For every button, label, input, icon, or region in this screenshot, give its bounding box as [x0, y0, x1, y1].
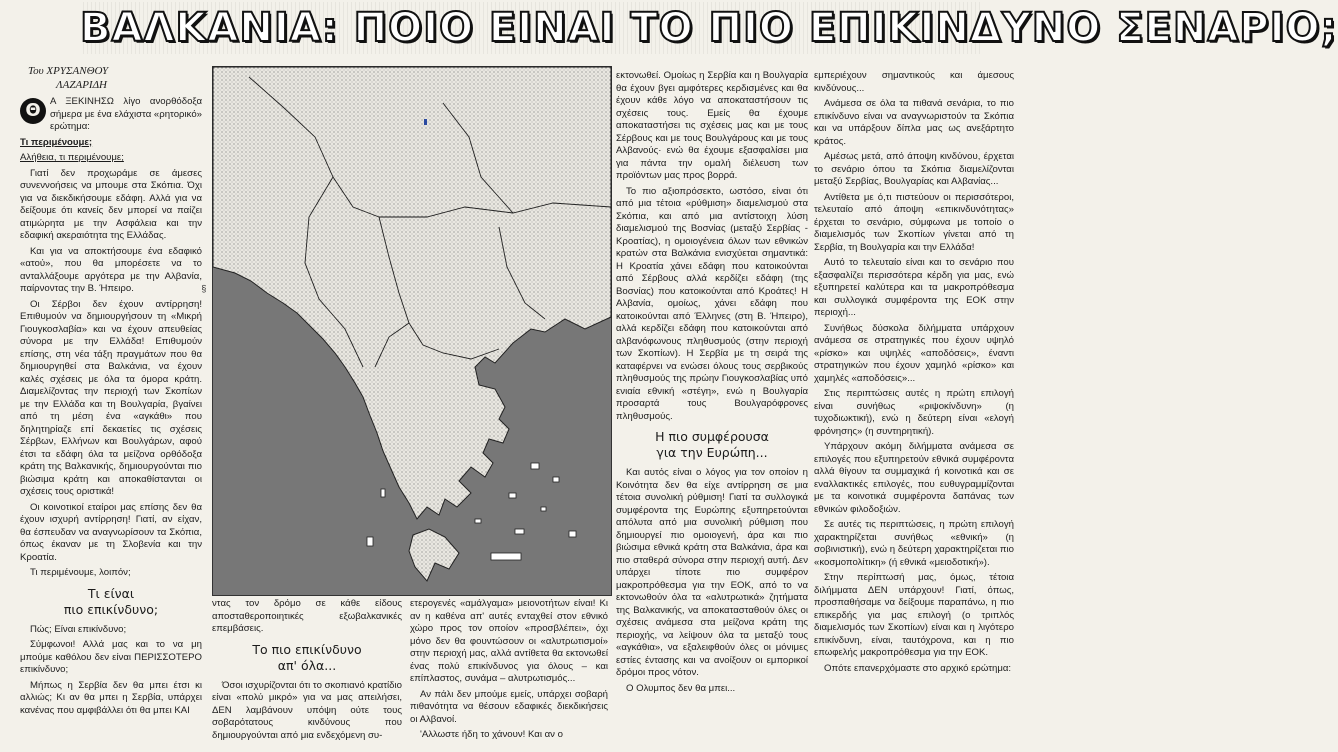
- col1-paragraph-10: Σύμφωνοι! Αλλά μας και το να μη μπούμε καθόλου δεν είναι ΠΕΡΙΣΣΟΤΕΡΟ επικίνδυνο;: [20, 639, 202, 675]
- col3-subhead-line2: για την Ευρώπη...: [656, 445, 768, 460]
- balkans-map: [212, 66, 612, 596]
- col4-paragraph-7: Στις περιπτώσεις αυτές η πρώτη επιλογή είναι συνήθως «ριψοκίνδυνη» (η τυχοδιωκτική), ενώ η δεύτερη είναι «ελογή φρόνησης» (η συντηρητική).: [814, 388, 1014, 437]
- column-3: [616, 70, 808, 752]
- col4-paragraph-3: Αμέσως μετά, από άποψη κινδύνου, έρχεται το σενάριο όπου τα Σκόπια διαμελίζονται μεταξύ Σερβίας, Βουλγαρίας και Αλβανίας...: [814, 151, 1014, 187]
- balkans-map-svg: [213, 67, 611, 595]
- col1-paragraph-9: Πώς; Είναι επικίνδυνο;: [30, 623, 127, 635]
- col1-paragraph-1: Α ΞΕΚΙΝΗΣΩ λίγο ανορθόδοξα σήμερα με ένα ελάχιστα «ρητορικό» ερώτημα:: [50, 96, 202, 132]
- col1-paragraph-7: Οι κοινοτικοί εταίροι μας επίσης δεν θα έχουν ισχυρή αντίρρηση! Γιατί, αν είχαν, θα έσπευδαν να αναγνωρίσουν τα Σκόπια, όπως έκαναν με τη Σλοβενία και την Κροατία.: [20, 501, 202, 563]
- byline-line1: Του ΧΡΥΣΑΝΘΟΥ: [28, 65, 109, 77]
- col2-paragraph-2: Όσοι ισχυρίζονται ότι το σκοπιανό κρατίδιο είναι «πολύ μικρό» για να μας απειλήσει, ΔΕΝ λαμβάνουν υπόψη ούτε τους σοβαρότατους κινδύνους που δημιουργούνται από μια ενδεχόμενη συ-: [212, 679, 402, 741]
- col1-paragraph-3: Αλήθεια, τι περιμένουμε;: [20, 152, 124, 163]
- col3b-paragraph-3: 'Αλλωστε ήδη το χάνουν! Και αν ο: [420, 729, 563, 740]
- col1-paragraph-4: Γιατί δεν προχωράμε σε άμεσες συνεννοήσεις να μπουμε στα Σκόπια. Όχι για να διεκδικήσουμε εδάφη. Αλλά για να δείξουμε ότι κανείς δεν μπορεί να παίζει ατιμώρητα με την Ασφάλεια και την εδαφική ακεραιότητα της Ελλάδας.: [20, 167, 202, 241]
- col3-subhead: [616, 429, 808, 461]
- col4-paragraph-5: Αυτό το τελευταίο είναι και το σενάριο που εξασφαλίζει περισσότερα κέρδη για μας, ενώ εξυπηρετεί καλύτερα και τα μακροπρόθεσμα και συλλογικά συμφέροντα της ΕΟΚ στην περιοχή...: [814, 257, 1014, 318]
- col1-paragraph-11: Μήπως η Σερβία δεν θα μπει έτσι κι αλλιώς; Κι αν θα μπει η Σερβία, υπάρχει κανένας που αμφιβάλλει ότι θα μπει ΚΑΙ: [20, 679, 202, 716]
- column-2-bottom: [212, 598, 402, 752]
- col1-paragraph-2: Τι περιμένουμε;: [20, 136, 93, 148]
- col4-paragraph-11: Οπότε επανερχόμαστε στο αρχικό ερώτημα:: [824, 662, 1012, 674]
- col1-subhead-line2: πιο επικίνδυνο;: [63, 601, 159, 617]
- col4-paragraph-1: εμπεριέχουν σημαντικούς και άμεσους κινδύνους...: [814, 70, 1014, 94]
- col1-paragraph-6: Οι Σέρβοι δεν έχουν αντίρρηση! Επιθυμούν να δημιουργήσουν τη «Μικρή Γιουγκοσλαβία» και να έχουν απευθείας σύνορα με την Ελλάδα! Επιθυμούν επίσης, στη νέα τάξη πραγμάτων που θα δημιουργηθεί στα Βαλκάνια, να έχουν καλές σχέσεις με όλα τα όμορα κράτη. Διαμελίζοντας την περιοχή των Σκοπίων με την Ελλάδα και τη Βουλγαρία, βγαίνει από τη μέση ένα «αγκάθι» που δηλητηρίαζε επί δεκαετίες τις σχέσεις Σέρβων, Ελλήνων και Βουλγάρων, αφού έτσι τα εδάφη όλα τα μείζονα ορθόδοξα κράτη της Βαλκανικής, δημιουργούνται πιο βιώσιμα κράτη και αποκαθίστανται οι σχέσεις τους οριστικά!: [20, 298, 202, 497]
- column-1: [20, 96, 202, 752]
- col2-subhead-line2: απ' όλα...: [277, 657, 337, 673]
- col1-subhead-line1: Τι είναι: [87, 585, 135, 601]
- map-side-mark: §: [199, 284, 209, 294]
- column-3-bottom: [410, 598, 608, 752]
- col3b-paragraph-2: Αν πάλι δεν μπούμε εμείς, υπάρχει σοβαρή πιθανότητα να θέσουν εδαφικές διεκδικήσεις οι Αλβανοί.: [410, 688, 608, 725]
- col4-paragraph-6: Συνήθως δύσκολα διλήμματα υπάρχουν ανάμεσα σε στρατηγικές που έχουν υψηλό «ρίσκο» και υψηλές «αποδόσεις», έναντι στρατηγικών που έχουν χαμηλό «ρίσκο» και χαμηλές «αποδόσεις»...: [814, 322, 1014, 384]
- col2-subhead: [212, 642, 402, 674]
- col3-paragraph-3: Και αυτός είναι ο λόγος για τον οποίον η Κοινότητα δεν θα είχε αντίρρηση σε μια τέτοια συνολική ρύθμιση! Γιατί τα συλλογικά συμφέροντα της Ευρώπης εξυπηρετούνται απόλυτα από μια συνολική ρύθμιση που δημιουργεί πιο ομοιογενή, άρα και πιο βιώσιμα εθνικά κράτη στα Βαλκάνια, άρα και πιο σταθερά σύνορα στην περιοχή αυτή. Δεν υπάρχει τίποτε πιο συμφέρον μακροπρόθεσμα για την ΕΟΚ, από το να εκτονωθούν όλα τα «αλυτρωτικά» ζητήματα της Βαλκανικής, να αποκατασταθούν όλες οι σχέσεις ανάμεσα στα μείζονα κράτη της περιοχής, να λείψουν όλα τα μεταξύ τους «αγκάθια», να εξαλειφθούν όλες οι μόνιμες εστίες έντασης και να ανοίξουν οι εμπορικοί δρόμοι προς νότον.: [616, 467, 808, 678]
- col3-subhead-line1: Η πιο συμφέρουσα: [655, 429, 769, 444]
- col3-paragraph-1: εκτονωθεί. Ομοίως η Σερβία και η Βουλγαρία θα έχουν βγει αμφότερες κερδισμένες και θα έχουν κάθε λόγο να αποκαταστήσουν τις σχέσεις τους. Εμείς θα έχουμε αποκαταστήσει τις σχέσεις μας και με τους Σέρβους και με τους Βουλγάρους και με τους Αλβανούς· ενώ θα έχουμε εξασφαλίσει μια για πάντα την ομαλή διέλευση των προϊόντων μας προς βορρά.: [616, 70, 808, 181]
- col3-paragraph-4: Ο Ολυμπος δεν θα μπει...: [626, 682, 736, 694]
- col4-paragraph-2: Ανάμεσα σε όλα τα πιθανά σενάρια, το πιο επικίνδυνο είναι να αναγνωριστούν τα Σκόπια και να υπάρξουν δίπλα μας ως ανεξάρτητο κράτος.: [814, 98, 1014, 147]
- col2-subhead-line1: Το πιο επικίνδυνο: [252, 641, 362, 657]
- col3b-paragraph-1: ετερογενές «αμάλγαμα» μειονοτήτων είναι! Κι αν η καθένα απ' αυτές ενταχθεί στον εθνικό χώρο προς τον οποίον «προσβλέπει», όχι μόνο δεν θα φουντώσουν οι «αλυτρωτισμοί» στην περιοχή μας, αλλά αντίθετα θα εκτονωθεί ένας πολύ επικίνδυνος για όλους – και επίπλαστος, συνάμα – αλυτρωτισμός...: [410, 598, 608, 684]
- byline-line2: ΛΑΖΑΡΙΔΗ: [56, 79, 107, 91]
- drop-cap: Θ: [20, 98, 46, 124]
- col4-paragraph-4: Αντίθετα με ό,τι πιστεύουν οι περισσότεροι, τελευταίο από άποψη «επικινδυνότητας» έρχεται το σενάριο, σύμφωνα με τοποίο ο διαμελισμός των Σκοπίων γίνεται από τη Σερβία, τη Βουλγαρία και την Ελλάδα!: [814, 191, 1014, 253]
- col3-paragraph-2: Το πιο αξιοπρόσεκτο, ωστόσο, είναι ότι από μια τέτοια «ρύθμιση» διαμελισμού στα Σκόπια, και από μια αντίστοιχη λύση διαμελισμού της Βοσνίας (μεταξύ Σερβίας - Κροατίας), η ομοιογένεια όλων των εθνικών κρατών στα Βαλκάνια ενισχύεται σημαντικά: Η Κροατία χάνει εδάφη που κατοικούνται από Σέρβους αλλά κερδίζει εδάφη (της Βοσνίας) που κατοικούνται από Κροάτες! Η Αλβανία, ομοίως, χάνει εδάφη που κατοικούνται από Έλληνες (στη Β. Ήπειρο), αλλά κερδίζει εδάφη που κατοικούνται από αλβανόφωνους πληθυσμούς (στην περιοχή των Σκοπίων). Η Σερβία με τη σειρά της καταφέρνει να ενώσει όλους τους σερβικούς πληθυσμούς της πρώην Γιουγκοσλαβίας υπό ενιαία εθνική «στέγη», ενώ η Βουλγαρία προσαρτά τους Βουλγαρόφρονες πληθυσμούς.: [616, 185, 808, 422]
- column-4: [814, 70, 1014, 752]
- col2-paragraph-1: ντας τον δρόμο σε κάθε είδους αποσταθεροποιητικές εξωβαλκανικές επεμβάσεις.: [212, 598, 402, 634]
- col4-paragraph-10: Στην περίπτωσή μας, όμως, τέτοια διλήμματα ΔΕΝ υπάρχουν! Γιατί, όπως, προσπαθήσαμε να δείξουμε παραπάνω, η πιο επικερδής για μας επιλογή (ο τριπλός διαμελισμός των Σκοπίων) είναι και η λιγότερο επικίνδυνη, είναι, ταυτόχρονα, και η πιο επωφελής μακροπρόθεσμα για την ΕΟΚ.: [814, 572, 1014, 658]
- col1-paragraph-5: Και για να αποκτήσουμε ένα εδαφικό «ατού», που θα μπορέσετε να το ανταλλάξουμε αργότερα με την Αλβανία, παίρνοντας την Β. Ήπειρο.: [20, 245, 202, 294]
- byline: [28, 64, 208, 92]
- map-marker: [424, 119, 427, 125]
- col4-paragraph-8: Υπάρχουν ακόμη διλήμματα ανάμεσα σε επιλογές που εξυπηρετούν εθνικά συμφέροντα αλλά θίγουν τα συμμαχικά ή κοινοτικά και σε εναλλακτικές επιλογές, που ευθυγραμμίζονται με τα κοινοτικά συμφέροντα δαπάνας των εθνικών φιλοδοξιών.: [814, 441, 1014, 515]
- col1-paragraph-8: Τι περιμένουμε, λοιπόν;: [30, 567, 131, 578]
- col1-subhead: [20, 586, 202, 618]
- headline: ΒΑΛΚΑΝΙΑ: ΠΟΙΟ ΕΙΝΑΙ ΤΟ ΠΙΟ ΕΠΙΚΙΝΔΥΝΟ ΣΕΝΑΡΙΟ;: [80, 2, 980, 54]
- col4-paragraph-9: Σε αυτές τις περιπτώσεις, η πρώτη επιλογή χαρακτηρίζεται συνήθως «εθνική» (η σοβινιστική), ενώ η δεύτερη χαρακτηρίζεται πιο «κοσμοπολίτικη» (ή εθνικά «μειοδοτική»).: [814, 519, 1014, 568]
